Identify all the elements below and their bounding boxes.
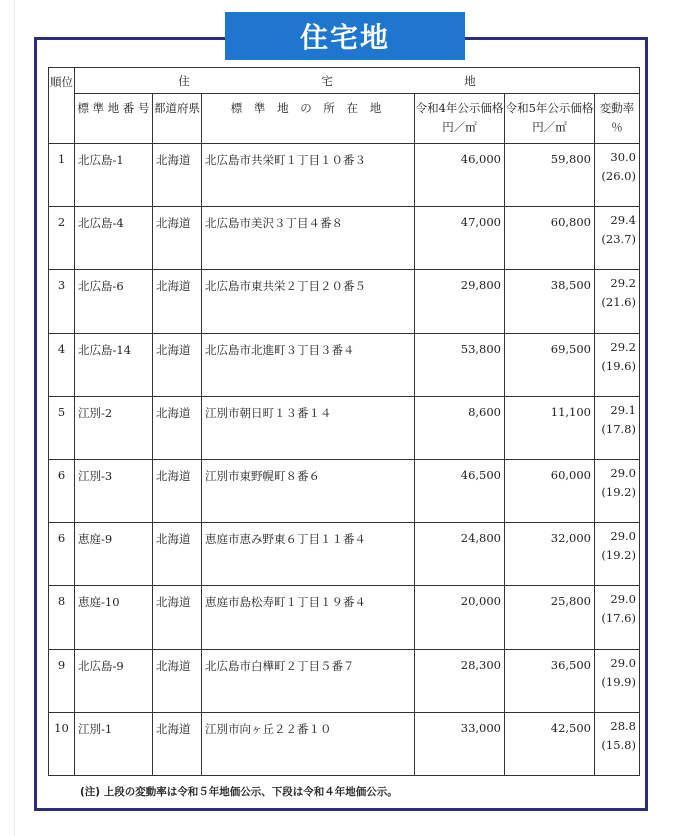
land-price-table: [48, 67, 640, 776]
table-row: [49, 144, 640, 207]
cell-price-r5: 60,000: [505, 459, 595, 522]
cell-std-no: 北広島-4: [75, 207, 153, 270]
header-row-columns: [49, 94, 640, 144]
cell-rate: [595, 144, 640, 207]
cell-rank: 2: [49, 207, 75, 270]
rate-upper: 28.8: [610, 718, 636, 733]
rate-lower: (15.8): [601, 737, 636, 752]
rate-lower: (19.6): [601, 358, 636, 373]
cell-price-r4: 46,500: [415, 459, 505, 522]
rate-lower: (17.8): [601, 421, 636, 436]
cell-rate: [595, 523, 640, 586]
header-row-group: [49, 68, 640, 94]
cell-prefecture: 北海道: [153, 144, 202, 207]
cell-rank: 9: [49, 649, 75, 712]
header-location: 標 準 地 の 所 在 地: [202, 94, 415, 144]
table-row: [49, 396, 640, 459]
cell-rank: 8: [49, 586, 75, 649]
table-row: [49, 586, 640, 649]
cell-price-r5: 69,500: [505, 333, 595, 396]
cell-price-r5: 32,000: [505, 523, 595, 586]
rate-lower: (17.6): [601, 611, 636, 626]
cell-prefecture: 北海道: [153, 649, 202, 712]
cell-location: 恵庭市島松寿町１丁目１９番４: [202, 586, 415, 649]
table-row: [49, 207, 640, 270]
rate-upper: 29.2: [610, 276, 636, 291]
rate-lower: (21.6): [601, 295, 636, 310]
cell-rank: 6: [49, 523, 75, 586]
cell-price-r4: 28,300: [415, 649, 505, 712]
header-price-r5-label: 令和5年公示価格: [505, 101, 594, 115]
cell-location: 北広島市美沢３丁目４番８: [202, 207, 415, 270]
cell-std-no: 北広島-1: [75, 144, 153, 207]
cell-prefecture: 北海道: [153, 586, 202, 649]
header-std-no: 標 準 地 番 号: [75, 94, 153, 144]
cell-prefecture: 北海道: [153, 270, 202, 333]
rate-upper: 30.0: [610, 150, 636, 164]
cell-rank: 1: [49, 144, 75, 207]
cell-rank: 3: [49, 270, 75, 333]
cell-price-r5: 25,800: [505, 586, 595, 649]
cell-std-no: 江別-1: [75, 712, 153, 775]
cell-price-r4: 53,800: [415, 333, 505, 396]
header-rate-label: 変動率: [599, 101, 635, 115]
cell-location: 北広島市東共栄２丁目２０番５: [202, 270, 415, 333]
rate-upper: 29.2: [610, 339, 636, 354]
cell-rate: [595, 586, 640, 649]
table-row: [49, 459, 640, 522]
cell-rank: 5: [49, 396, 75, 459]
cell-rank: 10: [49, 712, 75, 775]
cell-price-r5: 42,500: [505, 712, 595, 775]
rate-lower: (26.0): [601, 169, 636, 183]
rate-lower: (19.2): [601, 484, 636, 499]
cell-price-r4: 33,000: [415, 712, 505, 775]
cell-location: 北広島市白樺町２丁目５番７: [202, 649, 415, 712]
rate-upper: 29.0: [610, 655, 636, 670]
cell-price-r4: 47,000: [415, 207, 505, 270]
cell-std-no: 北広島-9: [75, 649, 153, 712]
table-row: [49, 523, 640, 586]
cell-location: 北広島市共栄町１丁目１０番３: [202, 144, 415, 207]
header-rate: [595, 94, 640, 144]
cell-prefecture: 北海道: [153, 396, 202, 459]
rate-upper: 29.1: [610, 402, 636, 417]
cell-price-r4: 8,600: [415, 396, 505, 459]
cell-price-r5: 11,100: [505, 396, 595, 459]
footnote: (注) 上段の変動率は令和５年地価公示、下段は令和４年地価公示。: [80, 785, 398, 798]
rate-upper: 29.0: [610, 465, 636, 480]
cell-location: 江別市向ヶ丘２２番１０: [202, 712, 415, 775]
cell-rate: [595, 333, 640, 396]
header-price-r4: [415, 94, 505, 144]
rate-lower: (19.9): [601, 674, 636, 689]
cell-rank: 4: [49, 333, 75, 396]
cell-std-no: 江別-2: [75, 396, 153, 459]
header-rank: 順位: [49, 68, 75, 144]
rate-lower: (23.7): [601, 232, 636, 247]
cell-price-r4: 20,000: [415, 586, 505, 649]
cell-price-r4: 46,000: [415, 144, 505, 207]
cell-location: 江別市東野幌町８番６: [202, 459, 415, 522]
page-left-rule: [14, 0, 15, 836]
cell-rate: [595, 649, 640, 712]
cell-location: 北広島市北進町３丁目３番４: [202, 333, 415, 396]
rate-upper: 29.0: [610, 529, 636, 544]
rate-upper: 29.4: [610, 213, 636, 228]
cell-std-no: 恵庭-9: [75, 523, 153, 586]
cell-location: 恵庭市恵み野東６丁目１１番４: [202, 523, 415, 586]
cell-rank: 6: [49, 459, 75, 522]
cell-price-r4: 24,800: [415, 523, 505, 586]
table-row: [49, 270, 640, 333]
table-row: [49, 333, 640, 396]
cell-rate: [595, 712, 640, 775]
cell-rate: [595, 270, 640, 333]
cell-price-r5: 36,500: [505, 649, 595, 712]
rate-lower: (19.2): [601, 548, 636, 563]
cell-price-r5: 59,800: [505, 144, 595, 207]
cell-std-no: 北広島-14: [75, 333, 153, 396]
cell-prefecture: 北海道: [153, 459, 202, 522]
cell-std-no: 恵庭-10: [75, 586, 153, 649]
header-price-r5: [505, 94, 595, 144]
header-price-r5-unit: 円／㎡: [532, 120, 567, 134]
table-row: [49, 649, 640, 712]
cell-std-no: 江別-3: [75, 459, 153, 522]
cell-price-r4: 29,800: [415, 270, 505, 333]
cell-price-r5: 38,500: [505, 270, 595, 333]
cell-price-r5: 60,800: [505, 207, 595, 270]
cell-prefecture: 北海道: [153, 207, 202, 270]
cell-rate: [595, 207, 640, 270]
cell-location: 江別市朝日町１３番１４: [202, 396, 415, 459]
header-prefecture: 都道府県: [153, 94, 202, 144]
header-price-r4-unit: 円／㎡: [442, 120, 477, 134]
header-rate-unit: ％: [611, 120, 623, 134]
header-price-r4-label: 令和4年公示価格: [415, 101, 504, 115]
table-row: [49, 712, 640, 775]
cell-prefecture: 北海道: [153, 712, 202, 775]
cell-rate: [595, 396, 640, 459]
header-residential-group: 住 宅 地: [75, 68, 640, 94]
cell-prefecture: 北海道: [153, 333, 202, 396]
cell-prefecture: 北海道: [153, 523, 202, 586]
cell-rate: [595, 459, 640, 522]
page-title: 住宅地: [225, 12, 465, 60]
cell-std-no: 北広島-6: [75, 270, 153, 333]
rate-upper: 29.0: [610, 592, 636, 607]
